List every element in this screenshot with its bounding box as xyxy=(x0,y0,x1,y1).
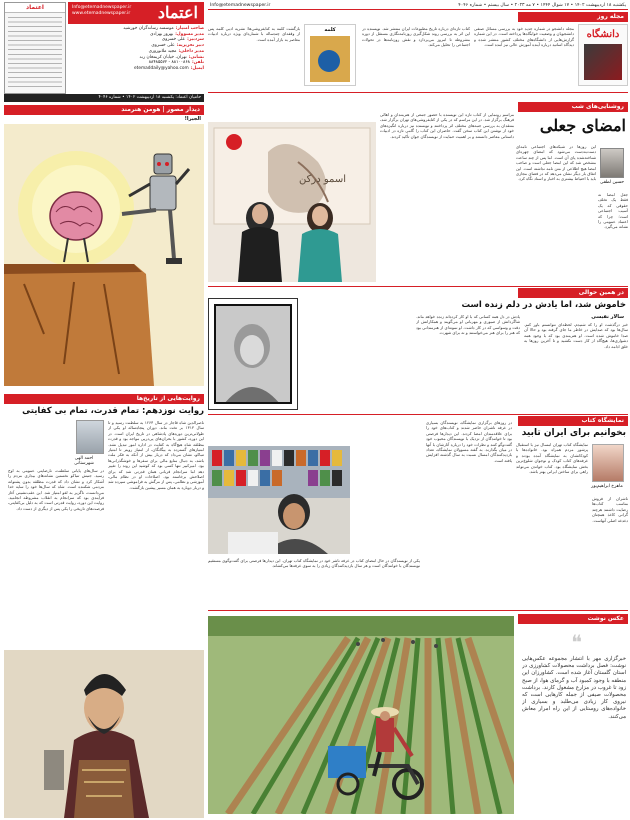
left-column xyxy=(4,2,204,818)
credit-value: etemaddaily@yahoo.com xyxy=(133,65,189,71)
bekhaim-body-2: ناشران از فروش مناسب کتاب‌ها رضایت داشتند هرچند گرانی کاغذ همچنان دغدغه اصلی آنهاست. xyxy=(592,496,628,523)
section-label: روایت‌هایی از تاریخ‌ها xyxy=(4,394,204,404)
masthead-email[interactable]: Info@etemadnewspaper.ir xyxy=(72,5,132,10)
kalameh-label: کلمه xyxy=(324,27,336,33)
masthead-credits xyxy=(68,26,204,72)
cartoon-image[interactable] xyxy=(4,124,204,386)
rooz-body-2: جعل امضا نه فقط یک تخلف حقوقی که یک آسیب اجتماعی است؛ چرا که اعتماد عمومی را نشانه می‌گیرد. xyxy=(598,192,628,230)
newspaper-logo xyxy=(68,2,204,24)
credit-value: مجید ملانوروزی xyxy=(148,48,177,54)
khamoosh-headline[interactable]: خاموش شد، اما یادش در دلم زنده است xyxy=(461,300,626,310)
credit-value: ۸۸۱۰۰۸۶۸ - ۸۸۴۸۵۵۷۲ xyxy=(148,60,190,66)
section-label: در همین حوالی xyxy=(518,288,628,298)
review-author-box xyxy=(8,420,104,464)
bekhaim-headline[interactable]: بخوانیم برای ایران تابید xyxy=(521,428,626,438)
page-top-line xyxy=(208,2,628,10)
author-name: احمد الهی شهرستانی xyxy=(74,456,94,466)
credit-value: موسسه رسانه‌گران خورشید xyxy=(123,26,174,31)
magazine-title: دانشگاه xyxy=(586,29,620,40)
khamoosh-body-2: یادش در دل همه کسانی که با او کار کرده‌اند زنده خواهد ماند. شاگردانش از صبوری و مهربانی او می‌گویند و همکارانش از دقت و وسواسی که در کار داشت. او نمونه‌ای از هنرمندانی بود که هنر را برای هنر می‌خواستند و نه برای شهرت. xyxy=(416,314,520,336)
section-label: روشنایی‌های شب xyxy=(518,102,628,112)
credit-key: نشانی: xyxy=(188,54,204,60)
credit-value: تهران، خیابان کریمخان زند xyxy=(139,54,187,60)
credit-key: مدیر مسوول: xyxy=(175,31,204,37)
review-section xyxy=(4,394,204,404)
top-news-strip xyxy=(208,24,628,90)
mini-logo: اعتماد xyxy=(26,4,44,11)
bekhaim-body-1: نمایشگاه کتاب تهران امسال نیز با استقبال پرشور مردم همراه بود. خانواده‌ها با کودکانشان به نمایشگاه آمده بودند و غرفه‌های کتاب کودک و نوجوان شلوغ‌ترین بخش نمایشگاه بود. کتاب خواندن می‌تواند راهی برای ساختن ایرانی بهتر باشد. xyxy=(516,442,588,475)
section-label: مجله روز xyxy=(518,12,628,22)
review-headline[interactable]: روایت نوزدهم: تمام قدرت، تمام بی کفایتی xyxy=(22,406,204,416)
credit-value: علی خسروی xyxy=(161,37,186,43)
historical-portrait[interactable] xyxy=(4,650,204,818)
cartoon-subtitle: الجیرا! xyxy=(184,116,201,122)
credit-key: دبیر تحریریه: xyxy=(176,43,204,49)
right-area xyxy=(208,2,628,818)
cartoon-section xyxy=(4,105,204,123)
masthead xyxy=(4,2,204,98)
rooz-headline[interactable]: امضای جعلی xyxy=(539,116,626,135)
kalameh-cover xyxy=(310,36,350,82)
author-photo xyxy=(600,148,624,178)
magazine-cover xyxy=(584,44,622,80)
cartoon-drawing xyxy=(4,124,204,386)
poster-title: اسمو درکن xyxy=(299,174,346,185)
kalameh-magazine[interactable] xyxy=(304,24,356,86)
credit-key: تلفن: xyxy=(191,60,204,66)
divider xyxy=(208,414,628,415)
author-name: حسین لطفی xyxy=(599,180,625,185)
rooz-mid-body: مراسم رونمایی از کتاب تازه این نویسنده با حضور جمعی از هنرمندان و اهالی فرهنگ برگزار شد. در این مراسم که در یکی از کتابفروشی‌های تهران برگزار شد، منتقدان به بررسی جنبه‌های مختلف اثر پرداختند و نویسنده نیز درباره انگیزه‌های خود از نوشتن این کتاب سخن گفت. حاضران این کتاب را گامی تازه در ادبیات داستانی معاصر دانستند و بر اهمیت حمایت از نویسندگان جوان تأکید کردند. xyxy=(380,112,514,139)
quote-icon: ❝ xyxy=(571,630,582,654)
news-item-2: کتاب تازه‌ای درباره تاریخ مطبوعات ایران منتشر شد. نویسنده در این اثر به بررسی روند شکل‌گیری روزنامه‌نگاری مستقل از دوره مشروطه تا امروز می‌پردازد و نقش روزنامه‌ها در تحولات اجتماعی را تحلیل می‌کند. xyxy=(362,26,470,48)
front-page-thumbnail[interactable] xyxy=(4,2,66,94)
page-section-head xyxy=(518,12,628,22)
divider xyxy=(208,92,628,93)
news-item-1: مجله دانشجو در شماره جدید خود به بررسی مسائل صنفی دانشجویان و وضعیت خوابگاه‌ها پرداخته است. در این شماره گزارش‌هایی از دانشگاه‌های مختلف کشور منتشر شده و دیدگاه اساتید درباره آینده آموزش عالی نیز آمده است. xyxy=(474,26,574,48)
bekhaim-mid-body: در روزهای برگزاری نمایشگاه، نویسندگان بسیاری در غرفه ناشران حاضر شدند و کتاب‌های خود را برای علاقه‌مندان امضا کردند. این دیدارها فرصتی بود تا خوانندگان از نزدیک با نویسندگان محبوب خود گفت‌وگو کنند و نظرات خود را درباره آثارشان با آنها در میان بگذارند. به گفته مسوولان نمایشگاه، تعداد بازدیدکنندگان امسال نسبت به سال گذشته افزایش یافته است. xyxy=(426,420,512,463)
news-item-3: بازگشت کلمه به کتابفروشی‌ها؛ نشریه ادبی کلمه پس از وقفه‌ای چندساله با شماره‌ای ویژه درباره ادبیات معاصر به بازار آمده است. xyxy=(208,26,300,42)
portrait-drawing xyxy=(4,650,204,818)
credit-value: علی خسروی xyxy=(151,43,175,49)
credit-key: ایمیل: xyxy=(190,65,204,71)
section-label: دیدار مصور | هومن هنرمند xyxy=(4,105,204,115)
author-name: سالار نفیسی xyxy=(591,314,624,320)
credit-key: صاحب امتیاز: xyxy=(175,26,204,31)
memorial-portrait-drawing xyxy=(214,306,290,404)
farm-photo[interactable] xyxy=(208,616,514,814)
author-photo xyxy=(76,420,104,454)
khamoosh-body-1: خبر درگذشت او را که شنیدم، لحظه‌ای نتوانستم باور کنم. سال‌ها بود که صدایش در خاطر ما جای گرفته بود و حالا آن صدا خاموش شده است. او هنرمندی بود که با وجود همه دشواری‌ها، هیچ‌گاه از کار دست نکشید و تا آخرین روزها به خلق ادامه داد. xyxy=(524,322,628,349)
review-body-left: در سال‌های پایانی سلطنت، نارضایتی عمومی به اوج رسید. جنبش تنباکو نخستین نشانه‌های بیداری مردم را آشکار کرد و نشان داد که قدرت مطلقه بدون پشتوانه مردمی شکننده است. شاه که سال‌ها خود را سایه خدا می‌دانست، ناگزیر به لغو امتیاز شد. این عقب‌نشینی آغاز فرآیندی بود که سرانجام به انقلاب مشروطه انجامید. روایت این دوره، روایت قدرتی است که به دلیل بی‌کفایتی، فرصت‌های تاریخی را یکی پس از دیگری از دست داد. xyxy=(8,468,104,511)
section-label: عکس نوشت xyxy=(518,614,628,624)
credit-key: مدیر داخلی: xyxy=(178,48,204,54)
divider xyxy=(208,286,628,287)
masthead-website[interactable]: www.etemadnewspaper.ir xyxy=(72,11,131,16)
credit-key: سردبیر: xyxy=(187,37,204,43)
event-photo[interactable] xyxy=(208,122,376,282)
author-name: ماهرخ ابراهیم‌پور xyxy=(591,484,623,489)
credit-value: بهروز بهزادی xyxy=(150,31,174,37)
aks-section xyxy=(518,614,628,624)
farm-photo-drawing xyxy=(208,616,514,814)
thumbnail-text-lines xyxy=(8,17,62,89)
section-label: نمایشگاه کتاب xyxy=(518,416,628,426)
bekhaim-section xyxy=(518,416,628,426)
review-body-right: ناصرالدین شاه قاجار در سال ۱۲۶۴ به سلطنت رسید و تا سال ۱۳۱۳ بر تخت ماند. دوران پنجاه‌ساله او یکی از طولانی‌ترین دوره‌های پادشاهی در تاریخ ایران است. در این دوره، کشور با بحران‌های پی‌درپی مواجه بود و قدرت مطلقه شاه هیچ‌گاه به کفایت در اداره امور تبدیل نشد. امتیازهای گسترده به بیگانگان، از امتیاز رویتر تا امتیاز تنباکو، نشان می‌داد که دربار بیش از آنکه به فکر ملت باشد، به دنبال منابع مالی برای سفرها و خوشگذرانی‌ها بود. امیرکبیر تنها کسی بود که کوشید این روند را تغییر دهد اما سرانجام قربانی همان قدرتی شد که برای اصلاحش برخاسته بود. اصلاحات او در نظام مالی، آموزشی و نظامی، پس از مرگش به فراموشی سپرده شد و دربار دوباره به همان مسیر پیشین بازگشت. xyxy=(108,420,204,490)
book-fair-caption: یکی از نویسندگان در حال امضای کتاب در غرفه ناشر خود در نمایشگاه کتاب تهران. این دیدارها فرصتی برای گفت‌وگوی مستقیم نویسندگان با خوانندگان است و هر سال بازدیدکنندگان زیادی را به سوی غرفه‌ها می‌کشاند. xyxy=(208,558,420,569)
contact-email[interactable]: Info@etemadnewspaper.ir xyxy=(210,3,271,8)
author-photo xyxy=(592,444,624,482)
book-fair-photo[interactable] xyxy=(208,446,350,554)
rooz-section xyxy=(518,102,628,112)
memorial-portrait[interactable] xyxy=(208,298,298,410)
issue-date: یکشنبه ۱۸ اردیبهشت ۱۴۰۲ • ۱۷ شوال ۱۴۴۴ • ۷ مه ۲۰۲۳ • سال بیستم • شماره ۴۰۴۶ xyxy=(458,3,626,8)
event-photo-drawing xyxy=(208,122,376,282)
book-fair-drawing xyxy=(208,446,350,554)
logo-text: اعتماد xyxy=(157,3,198,22)
khamoosh-section xyxy=(518,288,628,298)
rooz-body: این روزها در شبکه‌های اجتماعی نامه‌ای دست‌به‌دست می‌شود که امضای چهره‌ای شناخته‌شده پای آن است. اما پس از چند ساعت مشخص شد که این امضا جعلی است و صاحب امضا هیچ اطلاعی از متن نامه نداشته است. این اتفاق بار دیگر نشان می‌دهد که در فضای مجازی باید با احتیاط بیشتری به اخبار و اسناد نگاه کرد. xyxy=(516,144,596,182)
divider xyxy=(208,610,628,611)
daneshgah-magazine[interactable] xyxy=(578,24,628,86)
aks-body: خبرگزاری مهر با انتشار مجموعه عکس‌هایی نوشت: فصل برداشت محصولات کشاورزی در استان گلستان آغاز شده است. کشاورزان این منطقه با وجود کمبود آب و گرمای هوا، از صبح زود تا غروب در مزارع مشغول کارند. برداشت محصولات صیفی از جمله کارهایی است که نیروی کار زیادی می‌طلبد و بسیاری از خانواده‌های روستایی از این راه امرار معاش می‌کنند. xyxy=(522,656,626,720)
masthead-footer: حامیان اعتماد: یکشنبه ۱۸ اردیبهشت ۱۴۰۲ • شماره ۴۰۴۶ xyxy=(4,94,204,102)
